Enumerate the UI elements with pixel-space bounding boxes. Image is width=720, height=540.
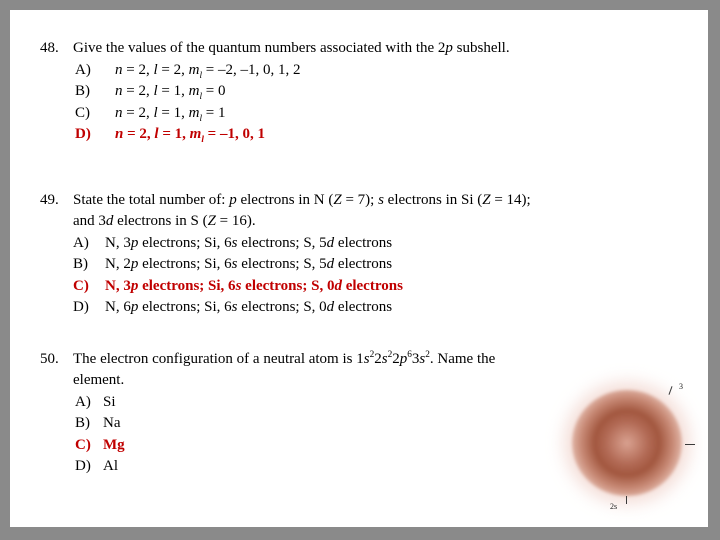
option-text: Na — [103, 415, 121, 431]
option-letter: C) — [73, 277, 89, 294]
atom-tick-line — [685, 444, 695, 445]
atom-illustration — [570, 382, 685, 511]
option-letter: B) — [75, 415, 90, 431]
option-text: N, 2p electrons; Si, 6s electrons; S, 5d electrons — [105, 256, 393, 272]
question-body — [73, 38, 673, 146]
atom-tick-line — [626, 496, 627, 504]
slide — [10, 10, 708, 527]
option-text: n = 2, l = 1, $m_l = 1$ — [115, 104, 226, 124]
atom-sphere-image — [572, 390, 682, 496]
question-stem: Give the values of the quantum numbers associated with the 2p subshell. — [73, 40, 510, 56]
atom-tick-line — [668, 386, 672, 395]
option-letter: B) — [75, 83, 90, 99]
option-text: N, 3p electrons; Si, 6s electrons; S, 0d electrons — [105, 277, 403, 294]
option-letter: C) — [75, 104, 90, 121]
question-48 — [40, 38, 708, 146]
answer-options — [73, 233, 673, 319]
atom-shell-label: 3 — [679, 382, 683, 391]
question-number: 49. — [40, 191, 59, 208]
question-body — [73, 190, 673, 319]
option-text: Si — [103, 393, 116, 410]
answer-option — [73, 60, 673, 82]
option-text: Al — [103, 458, 118, 474]
option-text: N, 3p electrons; Si, 6s electrons; S, 5d electrons — [105, 234, 393, 251]
answer-options — [73, 60, 673, 146]
answer-option — [73, 103, 673, 125]
option-text: Mg — [103, 436, 125, 453]
question-stem: The electron configuration of a neutral atom is $1s^22s^22p^63s^2$. Name the element. — [73, 349, 496, 388]
atom-shell-label: 2s — [610, 502, 618, 511]
option-letter: D) — [73, 299, 89, 315]
answer-option-correct — [73, 124, 673, 146]
option-letter: A) — [75, 61, 91, 78]
answer-option — [73, 81, 673, 103]
question-stem: State the total number of: p electrons in N (Z = 7); s electrons in Si (Z = 14); and 3d electrons in S (Z = 16). — [73, 191, 531, 229]
option-text: n = 2, l = 1, $m_l = 0$ — [115, 83, 226, 102]
option-text: N, 6p electrons; Si, 6s electrons; S, 0d electrons — [105, 299, 393, 315]
answer-option-correct — [73, 276, 673, 298]
option-letter: D) — [75, 126, 91, 142]
option-letter: A) — [75, 393, 91, 410]
option-text: n = 2, l = 2, $m_l = -2$, –1, 0, 1, 2 — [115, 61, 301, 81]
question-49 — [40, 190, 708, 319]
answer-option — [73, 233, 673, 255]
option-letter: A) — [73, 234, 89, 251]
option-text: n = 2, l = 1, $m_l = -1$, 0, 1 — [115, 126, 265, 145]
option-letter: B) — [73, 256, 88, 272]
question-number: 48. — [40, 40, 59, 56]
option-letter: D) — [75, 458, 91, 474]
option-letter: C) — [75, 436, 91, 453]
answer-option — [73, 254, 673, 276]
answer-option — [73, 297, 673, 319]
question-number: 50. — [40, 350, 59, 367]
